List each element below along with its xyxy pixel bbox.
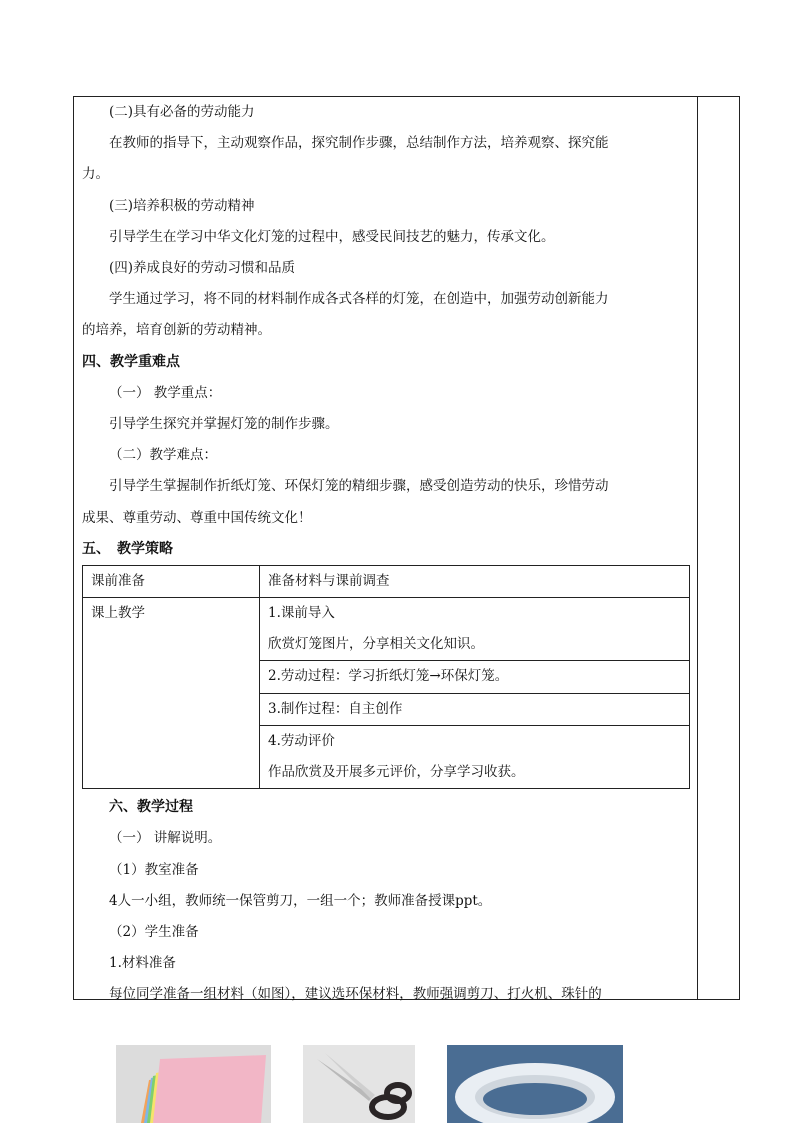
table-row (83, 565, 690, 597)
lesson-content (82, 97, 690, 1011)
step-title: 1.课前导入 (268, 605, 335, 622)
materials-photos (0, 1045, 794, 1123)
paragraph-line: 成果、尊重劳动、尊重中国传统文化！ (82, 509, 312, 526)
paragraph-line: 引导学生掌握制作折纸灯笼、环保灯笼的精细步骤，感受创造劳动的快乐，珍惜劳动 (109, 478, 609, 495)
paragraph-line: 的培养，培育创新的劳动精神。 (82, 322, 271, 339)
list-item: （2）学生准备 (109, 924, 199, 941)
subsection-title: (二)具有必备的劳动能力 (109, 104, 255, 120)
subsection-title: (三)培养积极的劳动精神 (109, 197, 255, 214)
lesson-table-frame (73, 96, 740, 1003)
table-cell: 3.制作过程：自主创作 (260, 693, 690, 725)
table-cell: 课前准备 (83, 565, 260, 597)
table-cell (260, 598, 690, 661)
list-item: （1）教室准备 (109, 861, 199, 878)
paragraph-line: 力。 (82, 166, 109, 183)
tape-roll-icon (447, 1045, 623, 1123)
colored-paper-photo (116, 1045, 271, 1123)
tape-photo (447, 1045, 623, 1123)
table-cell: 2.劳动过程：学习折纸灯笼→环保灯笼。 (260, 661, 690, 693)
paragraph-line: 每位同学准备一组材料（如图），建议选环保材料，教师强调剪刀、打火机、珠针的 (109, 986, 602, 1003)
colored-paper-icon (116, 1045, 271, 1123)
table-cell: 课上教学 (83, 598, 260, 789)
step-body: 作品欣赏及开展多元评价，分享学习收获。 (268, 764, 525, 781)
subsection-title: (四)养成良好的劳动习惯和品质 (109, 260, 296, 277)
paragraph-line: 引导学生探究并掌握灯笼的制作步骤。 (109, 416, 339, 433)
table-cell: 准备材料与课前调查 (260, 565, 690, 597)
right-column-divider (697, 97, 698, 999)
strategy-table (82, 565, 690, 789)
scissors-photo (303, 1045, 415, 1123)
subsection-title: （一） 讲解说明。 (109, 830, 222, 847)
scissors-icon (303, 1045, 415, 1123)
paragraph-line: 引导学生在学习中华文化灯笼的过程中，感受民间技艺的魅力，传承文化。 (109, 228, 555, 245)
step-title: 4.劳动评价 (268, 732, 335, 749)
table-row (83, 598, 690, 661)
subsection-title: （二）教学难点： (109, 447, 217, 464)
section-heading: 四、教学重难点 (82, 353, 180, 370)
paragraph-line: 在教师的指导下，主动观察作品，探究制作步骤，总结制作方法，培养观察、探究能 (109, 135, 609, 152)
table-cell (260, 725, 690, 788)
list-item: 1.材料准备 (109, 955, 176, 972)
step-body: 欣赏灯笼图片，分享相关文化知识。 (268, 636, 484, 653)
paragraph-line: 4人一小组，教师统一保管剪刀，一组一个；教师准备授课ppt。 (109, 892, 492, 909)
section-heading: 五、 教学策略 (82, 540, 173, 557)
paragraph-line: 学生通过学习，将不同的材料制作成各式各样的灯笼，在创造中，加强劳动创新能力 (109, 291, 609, 308)
section-heading: 六、教学过程 (109, 799, 193, 816)
subsection-title: （一） 教学重点： (109, 384, 222, 401)
